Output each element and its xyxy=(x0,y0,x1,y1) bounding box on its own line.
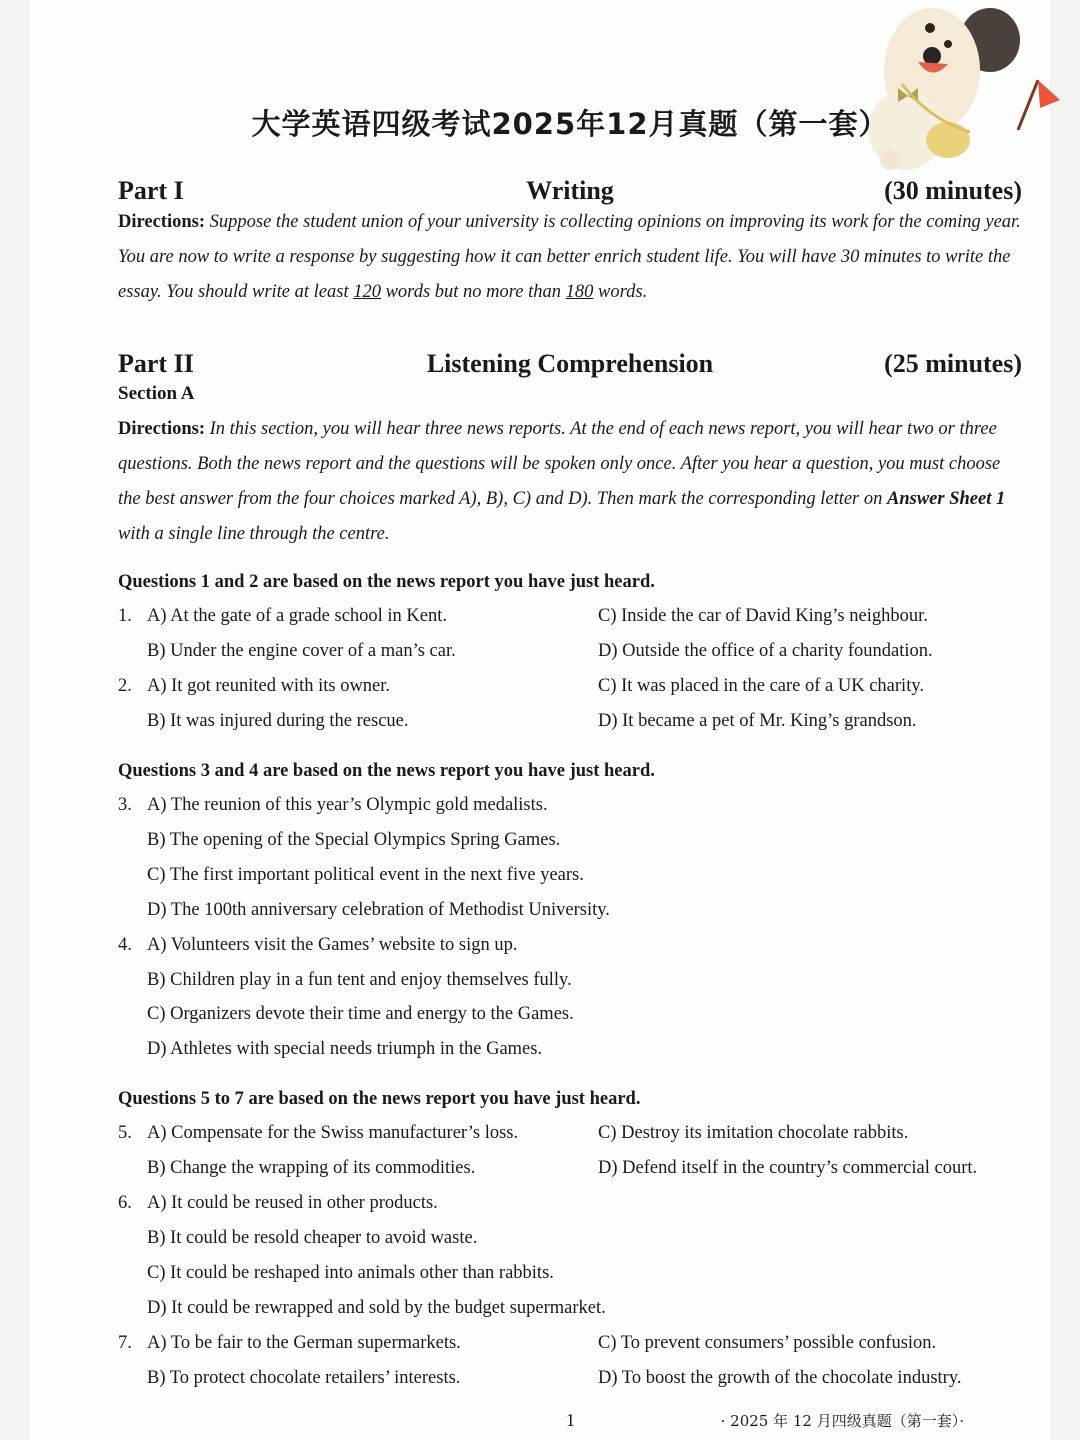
option: A) The reunion of this year’s Olympic gold medalists. xyxy=(147,795,548,815)
answer-sheet-label: Answer Sheet 1 xyxy=(887,489,1006,509)
option: A) To be fair to the German supermarkets. xyxy=(147,1333,461,1353)
option: A) It got reunited with its owner. xyxy=(147,676,391,696)
part2-name: Listening Comprehension xyxy=(426,349,714,378)
option: B) It was injured during the rescue. xyxy=(147,711,409,731)
option: C) Inside the car of David King’s neighbour. xyxy=(598,606,928,626)
question-row xyxy=(118,900,1022,935)
option: B) It could be resold cheaper to avoid waste. xyxy=(147,1228,478,1248)
option: C) It could be reshaped into animals other than rabbits. xyxy=(147,1263,554,1283)
option: D) Defend itself in the country’s commercial court. xyxy=(598,1158,978,1178)
part1-header xyxy=(118,176,1022,206)
question-number: 2. xyxy=(118,676,132,696)
page-number: 1 xyxy=(566,1410,575,1430)
question-number: 3. xyxy=(118,795,132,815)
option: D) The 100th anniversary celebration of Methodist University. xyxy=(147,900,610,920)
question-row xyxy=(118,606,1022,641)
dog-mascot-sticker-icon xyxy=(840,0,1080,180)
directions-text: Suppose the student union of your university is collecting opinions on improving its work for the coming year. You are now to write a response by suggesting how it can better enrich student life. You will have 30 minutes to write the essay. You should write at least xyxy=(118,212,1021,302)
part1-label: Part I xyxy=(118,176,184,205)
option: B) Children play in a fun tent and enjoy themselves fully. xyxy=(147,970,572,990)
page-title: 大学英语四级考试2025年12月真题（第一套） xyxy=(251,107,889,141)
option: C) Organizers devote their time and energy to the Games. xyxy=(147,1004,574,1024)
directions-label: Directions: xyxy=(118,212,205,232)
section-label: Section A xyxy=(118,383,195,404)
option: B) Change the wrapping of its commodities. xyxy=(147,1158,476,1178)
directions-text: words. xyxy=(593,282,648,302)
directions-text: with a single line through the centre. xyxy=(118,524,390,544)
option: D) It became a pet of Mr. King’s grandson. xyxy=(598,711,917,731)
part2-label: Part II xyxy=(118,349,194,378)
question-row xyxy=(118,711,1022,746)
option: C) The first important political event in the next five years. xyxy=(147,865,584,885)
question-number: 1. xyxy=(118,606,132,626)
question-row xyxy=(118,676,1022,711)
question-row xyxy=(118,1158,1022,1193)
option: A) At the gate of a grade school in Kent. xyxy=(147,606,448,626)
option: D) Outside the office of a charity foundation. xyxy=(598,641,933,661)
option: A) Compensate for the Swiss manufacturer’s loss. xyxy=(147,1123,519,1143)
question-row xyxy=(118,1193,1022,1228)
option: B) Under the engine cover of a man’s car. xyxy=(147,641,456,661)
part1-directions xyxy=(118,205,1022,310)
directions-label: Directions: xyxy=(118,419,205,439)
part2-header xyxy=(118,349,1022,379)
option: C) It was placed in the care of a UK charity. xyxy=(598,676,925,696)
option: C) To prevent consumers’ possible confusion. xyxy=(598,1333,937,1353)
option: D) To boost the growth of the chocolate industry. xyxy=(598,1368,962,1388)
part1-time: (30 minutes) xyxy=(884,176,1022,205)
option: A) It could be reused in other products. xyxy=(147,1193,438,1213)
question-number: 6. xyxy=(118,1193,132,1213)
question-row xyxy=(118,970,1022,1005)
max-words: 180 xyxy=(565,282,594,302)
question-row xyxy=(118,1039,1022,1074)
question-row xyxy=(118,1228,1022,1263)
question-number: 5. xyxy=(118,1123,132,1143)
option: B) To protect chocolate retailers’ interests. xyxy=(147,1368,461,1388)
min-words: 120 xyxy=(353,282,381,302)
exam-page xyxy=(30,0,1050,1440)
question-group-heading: Questions 5 to 7 are based on the news report you have just heard. xyxy=(118,1089,641,1109)
question-group-heading: Questions 3 and 4 are based on the news report you have just heard. xyxy=(118,761,655,781)
footer-caption: · 2025 年 12 月四级真题（第一套）· xyxy=(720,1412,964,1430)
part2-time: (25 minutes) xyxy=(884,349,1022,378)
question-number: 4. xyxy=(118,935,132,955)
part2-directions xyxy=(118,412,1022,552)
question-row xyxy=(118,1004,1022,1039)
question-group-heading: Questions 1 and 2 are based on the news report you have just heard. xyxy=(118,572,655,592)
question-row xyxy=(118,641,1022,676)
part1-name: Writing xyxy=(526,176,614,205)
option: D) Athletes with special needs triumph in the Games. xyxy=(147,1039,543,1059)
option: A) Volunteers visit the Games’ website to sign up. xyxy=(147,935,518,955)
question-row xyxy=(118,1333,1022,1368)
question-row xyxy=(118,865,1022,900)
question-row xyxy=(118,795,1022,830)
directions-text: In this section, you will hear three news reports. At the end of each news report, you will hear two or three questions. Both the news report and the questions will be spoken only once. After you hear a question, you must choose the best answer from the four choices marked A), B), C) and D). Then mark the corresponding letter on xyxy=(118,419,1001,509)
question-row xyxy=(118,1263,1022,1298)
question-row xyxy=(118,830,1022,865)
question-row xyxy=(118,1123,1022,1158)
question-row xyxy=(118,1298,1022,1333)
option: C) Destroy its imitation chocolate rabbits. xyxy=(598,1123,909,1143)
question-row xyxy=(118,1368,1022,1403)
question-number: 7. xyxy=(118,1333,132,1353)
question-row xyxy=(118,935,1022,970)
option: B) The opening of the Special Olympics Spring Games. xyxy=(147,830,561,850)
option: D) It could be rewrapped and sold by the budget supermarket. xyxy=(147,1298,606,1318)
directions-text: words but no more than xyxy=(380,282,566,302)
